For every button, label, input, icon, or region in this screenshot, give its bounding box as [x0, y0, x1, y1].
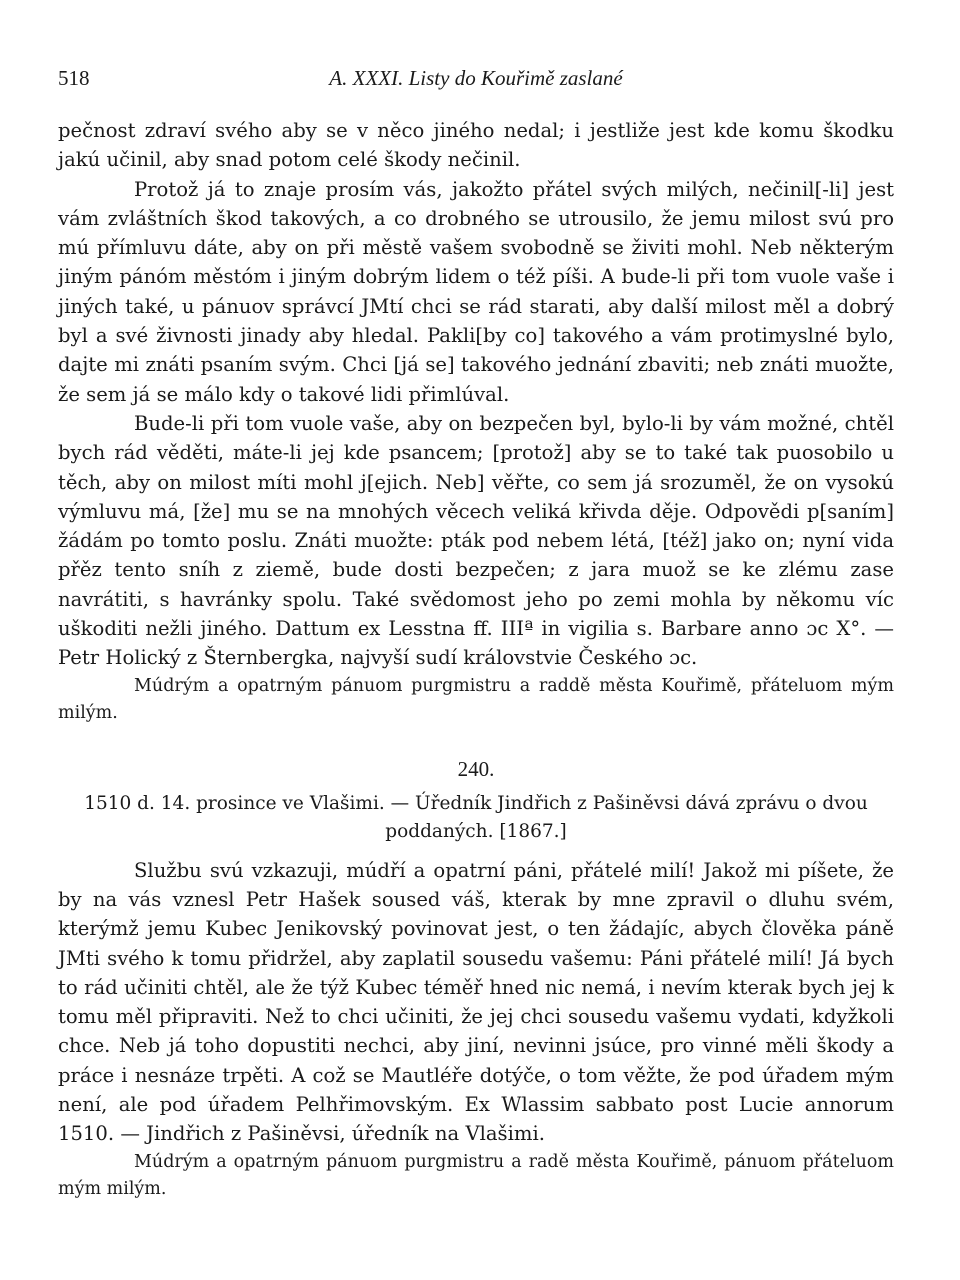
letter-239-paragraph-1: pečnost zdraví svého aby se v něco jiného nedal; i jestliže jest kde komu škodku jakú učinil, aby snad potom celé škody nečinil. [58, 119, 894, 172]
running-title: A. XXXI. Listy do Kouřimě zaslané [329, 66, 623, 90]
document-page [58, 60, 894, 1203]
letter-239 [58, 116, 894, 727]
document-number-240: 240. [457, 756, 495, 781]
running-head [58, 60, 894, 100]
letter-240-regest: 1510 d. 14. prosince ve Vlašimi. — Úředník Jindřich z Pašiněvsi dává zprávu o dvou poddaných. [1867.] [84, 792, 868, 842]
letter-240-address: Múdrým a opatrným pánuom purgmistru a radě města Kouřimě, pánuom přáteluom mým milým. [58, 1151, 894, 1199]
page-number: 518 [58, 66, 90, 90]
letter-240 [58, 856, 894, 1203]
letter-239-paragraph-3: Bude-li při tom vuole vaše, aby on bezpečen byl, bylo-li by vám možné, chtěl bych rád věděti, máte-li jej kde psancem; [protož] aby se to také tak puosobilo u těch, aby on milost míti mohl j[ejich. Neb] věřte, co sem já srozuměl, že on vysokú výmluvu má, [že] mu se na mnohých věcech veliká křivda děje. Odpovědi p[saním] žádám po tomto poslu. Znáti muožte: pták pod nebem létá, [též] jako on; nyní vida přěz tento sníh z ziemě, bude dosti bezpečen; z jara muož se ke zlému zase navrátiti, s havránky spolu. Také svědomost jeho po zemi mohla by někomu víc uškoditi nežli jiného. Dattum ex Lesstna ff. IIIª in vigilia s. Barbare anno ɔc X°. — Petr Holický z Šternbergka, najvyší sudí královstvie Českého ɔc. [58, 411, 894, 670]
letter-239-paragraph-2: Protož já to znaje prosím vás, jakožto přátel svých milých, nečinil[-li] jest vám zvláštních škod takových, a co drobného se utrousilo, že jemu milost svú pro mú přímluvu dáte, aby on při městě vašem svobodně se živiti mohl. Neb některým jiným pánóm městóm i jiným dobrým lidem o též píši. A bude-li při tom vuole vaše i jiných také, u pánuov správcí JMtí chci se rád starati, aby další milost měl a dobrý byl a své živnosti jinady aby hledal. Pakli[by co] takového a vám protimyslné bylo, dajte mi znáti psaním svým. Chci [já se] takového jednání zbaviti; neb znáti muožte, že sem já se málo kdy o takové lidi přimlúval. [58, 177, 894, 406]
letter-239-address: Múdrým a opatrným pánuom purgmistru a raddě města Kouřimě, přáteluom mým milým. [58, 675, 894, 723]
letter-240-paragraph-1: Službu svú vzkazuji, múdří a opatrní páni, přátelé milí! Jakož mi píšete, že by na vás vznesl Petr Hašek soused váš, kterak by mne zpravil o dluhu svém, kterýmž jemu Kubec Jenikovský povinovat jest, o ten žádajíc, abych člověka páně JMti svého k tomu přidržel, aby zaplatil sousedu vašemu: Páni přátelé milí! Já bych to rád učiniti chtěl, ale že týž Kubec téměř hned nic nemá, i nevím kterak bych jej k tomu měl připraviti. Než to chci učiniti, že jej chci sousedu vašemu vydati, kdyžkoli chce. Neb já toho dopustiti nechci, aby jiní, nevinni jsúce, pro vinné měli škody a práce i nesnáze trpěti. A což se Mautléře dotýče, o tom věžte, že pod úřadem mým není, ale pod úřadem Pelhřimovským. Ex Wlassim sabbato post Lucie annorum 1510. — Jindřich z Pašiněvsi, úředník na Vlašimi. [58, 858, 894, 1146]
